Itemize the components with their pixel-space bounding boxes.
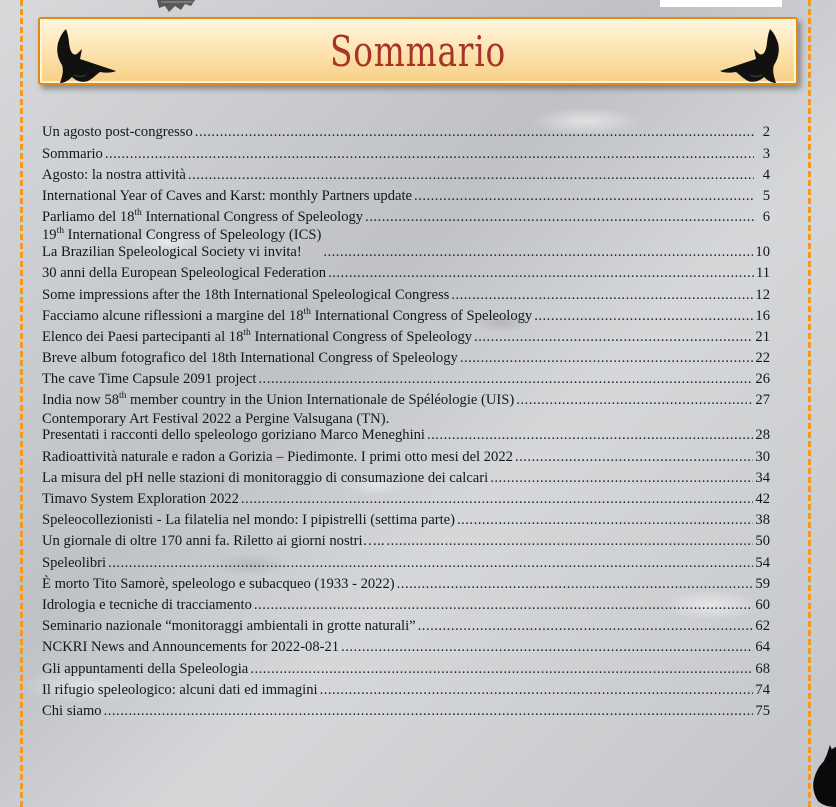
toc-entry-title: La misura del pH nelle stazioni di monitoraggio di consumazione dei calcari	[42, 469, 489, 486]
toc-entry[interactable]	[42, 699, 770, 720]
toc-entry-title: NCKRI News and Announcements for 2022-08-21	[42, 639, 340, 656]
toc-entry-page: 21	[755, 328, 770, 345]
toc-entry[interactable]	[42, 465, 770, 486]
toc-entry[interactable]	[42, 529, 770, 550]
toc-entry[interactable]	[42, 325, 770, 346]
toc-entry[interactable]	[42, 388, 770, 409]
toc-entry-page: 68	[755, 660, 770, 677]
toc-leader-dots	[490, 470, 753, 487]
toc-leader-dots	[386, 533, 753, 550]
toc-entry-page: 64	[755, 639, 770, 656]
bat-right-icon	[714, 25, 784, 85]
toc-entry-title: The cave Time Capsule 2091 project	[42, 371, 257, 388]
toc-leader-dots	[254, 597, 754, 614]
toc-entry-title: Facciamo alcune riflessioni a margine del 18th International Congress of Speleology	[42, 306, 533, 324]
toc-entry[interactable]	[42, 444, 770, 465]
toc-leader-dots	[105, 146, 754, 163]
title-banner	[38, 17, 798, 85]
toc-entry-page: 3	[762, 145, 770, 162]
toc-entry[interactable]	[42, 656, 770, 677]
toc-entry[interactable]	[42, 367, 770, 388]
toc-entry-page: 4	[762, 166, 770, 183]
toc-entry-title: Seminario nazionale “monitoraggi ambientali in grotte naturali”	[42, 618, 416, 635]
toc-entry-title: Un giornale di oltre 170 anni fa. Riletto ai giorni nostri…..	[42, 533, 385, 550]
toc-leader-dots	[457, 512, 753, 529]
toc-entry-page: 5	[762, 187, 770, 204]
toc-entry-page: 22	[755, 350, 770, 367]
left-dashed-border	[20, 0, 23, 807]
toc-entry[interactable]	[42, 487, 770, 508]
toc-entry[interactable]	[42, 614, 770, 635]
toc-leader-dots	[258, 371, 753, 388]
toc-entry-page: 54	[755, 554, 770, 571]
toc-entry[interactable]	[42, 550, 770, 571]
toc-entry-page: 6	[762, 209, 770, 226]
page-title: Sommario	[330, 27, 506, 76]
toc-entry-title: Contemporary Art Festival 2022 a Pergine Valsugana (TN). Presentati i racconti dello speleologo goriziano Marco Meneghini	[42, 410, 425, 444]
toc-entry-title: Breve album fotografico del 18th International Congress of Speleology	[42, 350, 458, 367]
toc-leader-dots	[516, 392, 753, 409]
top-white-strip	[660, 0, 782, 7]
toc-leader-dots	[427, 427, 753, 444]
toc-entry[interactable]	[42, 409, 770, 444]
toc-leader-dots	[341, 639, 753, 656]
top-bat-fragment-icon	[155, 0, 199, 14]
toc-leader-dots	[460, 350, 754, 367]
toc-entry-page: 62	[755, 618, 770, 635]
toc-entry-page: 16	[755, 307, 770, 324]
toc-leader-dots	[365, 209, 754, 226]
toc-entry[interactable]	[42, 205, 770, 226]
toc-leader-dots	[451, 287, 753, 304]
toc-entry[interactable]	[42, 282, 770, 303]
bat-left-icon	[52, 25, 122, 85]
toc-entry-title: India now 58th member country in the Union Internationale de Spéléologie (UIS)	[42, 391, 515, 409]
toc-entry-title: Parliamo del 18th International Congress of Speleology	[42, 208, 364, 226]
toc-entry[interactable]	[42, 508, 770, 529]
toc-leader-dots	[534, 308, 753, 325]
bat-corner-icon	[796, 737, 836, 807]
toc-entry-page: 30	[755, 448, 770, 465]
toc-leader-dots	[328, 265, 754, 282]
toc-entry-page: 50	[755, 533, 770, 550]
toc-entry-title: Agosto: la nostra attività	[42, 166, 186, 183]
toc-entry-page: 2	[762, 124, 770, 141]
toc-entry-page: 38	[755, 512, 770, 529]
toc-entry-page: 26	[755, 371, 770, 388]
toc-leader-dots	[104, 703, 754, 720]
toc-entry-title: Speleolibri	[42, 554, 107, 571]
toc-entry-page: 28	[755, 427, 770, 444]
toc-entry[interactable]	[42, 303, 770, 324]
toc-entry[interactable]	[42, 184, 770, 205]
toc-leader-dots	[515, 449, 753, 466]
toc-entry-page: 27	[755, 392, 770, 409]
toc-entry-page: 34	[755, 469, 770, 486]
toc-entry[interactable]	[42, 141, 770, 162]
toc-entry[interactable]	[42, 571, 770, 592]
toc-entry[interactable]	[42, 261, 770, 282]
toc-leader-dots	[323, 244, 753, 261]
toc-leader-dots	[414, 188, 754, 205]
toc-leader-dots	[241, 491, 754, 508]
toc-entry-page: 12	[755, 286, 770, 303]
table-of-contents	[42, 120, 770, 720]
toc-entry-title: Elenco dei Paesi partecipanti al 18th International Congress of Speleology	[42, 328, 473, 345]
toc-leader-dots	[474, 329, 753, 346]
toc-leader-dots	[320, 682, 754, 699]
toc-leader-dots	[418, 618, 754, 635]
toc-entry-title: 30 anni della European Speleological Federation	[42, 265, 327, 282]
toc-entry-page: 74	[755, 681, 770, 698]
toc-entry-title: Some impressions after the 18th International Speleological Congress	[42, 286, 450, 303]
toc-entry-title: Sommario	[42, 145, 103, 162]
toc-entry-page: 10	[755, 244, 770, 261]
toc-leader-dots	[195, 124, 754, 141]
toc-entry-title: International Year of Caves and Karst: monthly Partners update	[42, 187, 413, 204]
toc-entry[interactable]	[42, 346, 770, 367]
toc-leader-dots	[397, 576, 754, 593]
toc-entry[interactable]	[42, 120, 770, 141]
toc-entry[interactable]	[42, 593, 770, 614]
toc-entry-title: Timavo System Exploration 2022	[42, 491, 239, 508]
toc-entry-page: 42	[755, 491, 770, 508]
toc-entry-title: Idrologia e tecniche di tracciamento	[42, 596, 252, 613]
toc-entry-title: Radioattività naturale e radon a Gorizia – Piedimonte. I primi otto mesi del 2022	[42, 448, 513, 465]
toc-entry-title: 19th International Congress of Speleology (ICS) La Brazilian Speleological Society vi invita!	[42, 226, 322, 261]
toc-leader-dots	[188, 167, 754, 184]
toc-entry[interactable]	[42, 162, 770, 183]
right-dashed-border	[808, 0, 811, 807]
toc-entry-title: È morto Tito Samorè, speleologo e subacqueo (1933 - 2022)	[42, 575, 395, 592]
toc-entry-title: Il rifugio speleologico: alcuni dati ed immagini	[42, 681, 318, 698]
toc-entry[interactable]	[42, 677, 770, 698]
toc-entry-page: 11	[755, 265, 770, 282]
toc-entry[interactable]	[42, 635, 770, 656]
toc-leader-dots	[108, 555, 753, 572]
toc-entry-title: Speleocollezionisti - La filatelia nel mondo: I pipistrelli (settima parte)	[42, 512, 455, 529]
toc-entry-page: 59	[755, 575, 770, 592]
toc-entry-title: Gli appuntamenti della Speleologia	[42, 660, 249, 677]
toc-entry-page: 75	[755, 702, 770, 719]
toc-leader-dots	[250, 661, 753, 678]
toc-entry-title: Un agosto post-congresso	[42, 124, 193, 141]
toc-entry[interactable]	[42, 226, 770, 261]
toc-entry-title: Chi siamo	[42, 702, 102, 719]
toc-entry-page: 60	[755, 596, 770, 613]
